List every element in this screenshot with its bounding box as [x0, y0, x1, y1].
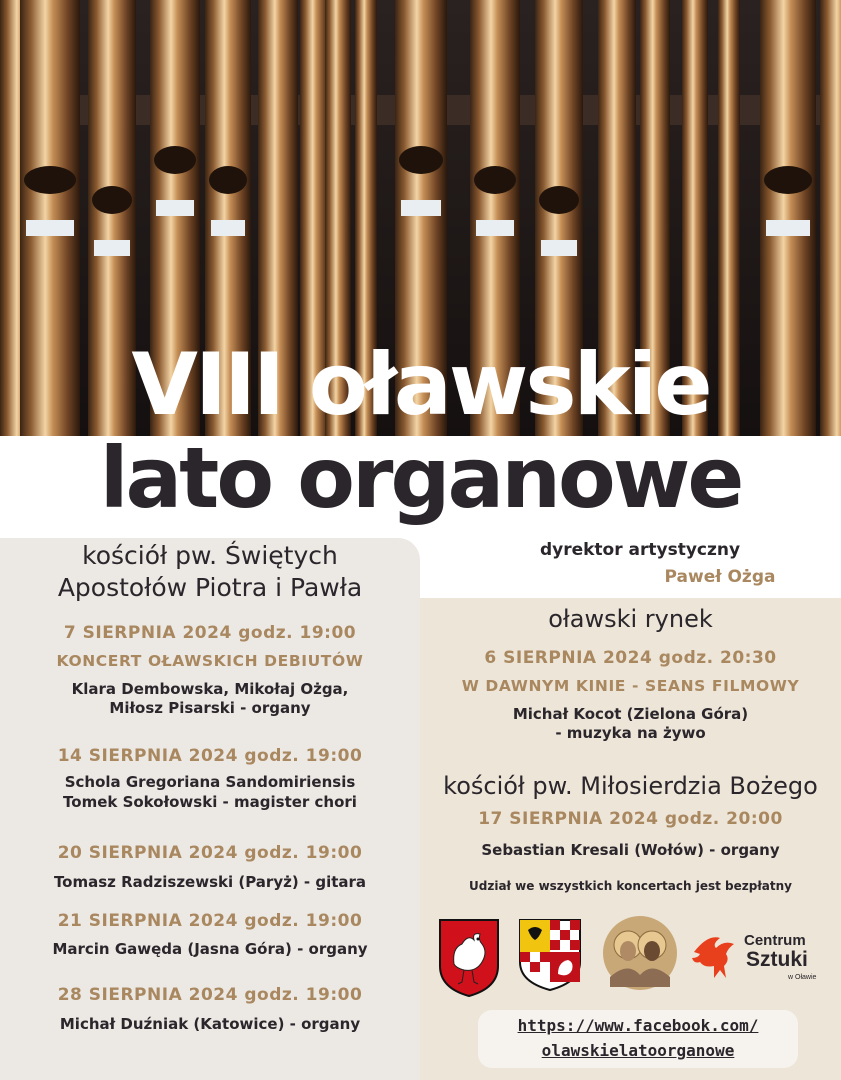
event-date: 14 SIERPNIA 2024 godz. 19:00 — [57, 746, 363, 766]
event-performers: Miłosz Pisarski - organy — [109, 699, 311, 717]
event-title-part2: SEANS FILMOWY — [645, 677, 800, 695]
event-date: 21 SIERPNIA 2024 godz. 19:00 — [57, 911, 363, 931]
facebook-link-line1[interactable]: https://www.facebook.com/ — [517, 1016, 759, 1035]
event-performers: Tomasz Radziszewski (Paryż) - gitara — [53, 873, 367, 891]
event-date: 20 SIERPNIA 2024 godz. 19:00 — [57, 843, 363, 863]
left-venue-name-line1: kościół pw. Świętych — [82, 541, 338, 570]
event-performers: Sebastian Kresali (Wołów) - organy — [481, 841, 780, 859]
festival-title-line2: lato organowe — [99, 429, 742, 527]
organ-pipe-lip — [156, 200, 194, 216]
organ-pipe-mouth — [399, 146, 443, 174]
pegasus-icon — [690, 930, 740, 982]
organ-pipe-mouth — [92, 186, 132, 214]
event-performers: Tomek Sokołowski - magister chori — [63, 793, 357, 811]
event-title — [420, 677, 841, 695]
organ-pipe-lip — [766, 220, 810, 236]
organ-pipe-lip — [94, 240, 130, 256]
organ-pipe-mouth — [154, 146, 196, 174]
director-label: dyrektor artystyczny — [539, 540, 741, 560]
centrum-sztuki-logo-line3: w Oławie — [788, 974, 817, 981]
organ-pipe-lip — [401, 200, 441, 216]
event-performers: - muzyka na żywo — [555, 724, 706, 742]
powiat-coat-of-arms-logo — [518, 918, 582, 992]
event-performers: Michał Duźniak (Katowice) - organy — [59, 1015, 361, 1033]
facebook-link-line2[interactable]: olawskielatoorganowe — [541, 1041, 735, 1060]
free-entry-note: Udział we wszystkich koncertach jest bezpłatny — [469, 879, 792, 893]
organ-pipe-mouth — [474, 166, 516, 194]
event-title: KONCERT OŁAWSKICH DEBIUTÓW — [56, 652, 364, 670]
right-venue-panel — [420, 598, 841, 1080]
event-date: 7 SIERPNIA 2024 godz. 19:00 — [63, 623, 357, 643]
organ-pipe-mouth — [539, 186, 579, 214]
event-date: 28 SIERPNIA 2024 godz. 19:00 — [57, 985, 363, 1005]
festival-title-line1: VIII oławskie — [131, 335, 710, 435]
right-venue1-name: oławski rynek — [548, 605, 713, 633]
left-venue-name-line2: Apostołów Piotra i Pawła — [57, 573, 363, 602]
director-name: Paweł Ożga — [664, 567, 776, 587]
organ-pipe-mouth — [764, 166, 812, 194]
event-title-part1: W DAWNYM KINIE - — [461, 677, 646, 695]
organ-pipe-lip — [476, 220, 514, 236]
organ-pipe-mouth — [24, 166, 76, 194]
event-performers: Schola Gregoriana Sandomiriensis — [64, 773, 356, 791]
organ-pipe-lip — [26, 220, 74, 236]
event-performers: Klara Dembowska, Mikołaj Ożga, — [71, 680, 349, 698]
saints-peter-paul-icon-logo — [602, 915, 678, 991]
olawa-coat-of-arms-logo — [438, 918, 500, 998]
centrum-sztuki-logo-line1: Centrum — [744, 932, 806, 949]
event-performers: Michał Kocot (Zielona Góra) — [512, 705, 749, 723]
event-date: 17 SIERPNIA 2024 godz. 20:00 — [478, 809, 783, 829]
organ-pipe-lip — [541, 240, 577, 256]
event-date: 6 SIERPNIA 2024 godz. 20:30 — [484, 648, 777, 668]
right-venue2-name: kościół pw. Miłosierdzia Bożego — [443, 772, 818, 800]
centrum-sztuki-logo-line2: Sztuki — [746, 948, 808, 971]
event-performers: Marcin Gawęda (Jasna Góra) - organy — [52, 940, 368, 958]
organ-pipe-lip — [211, 220, 245, 236]
organ-pipe-mouth — [209, 166, 247, 194]
